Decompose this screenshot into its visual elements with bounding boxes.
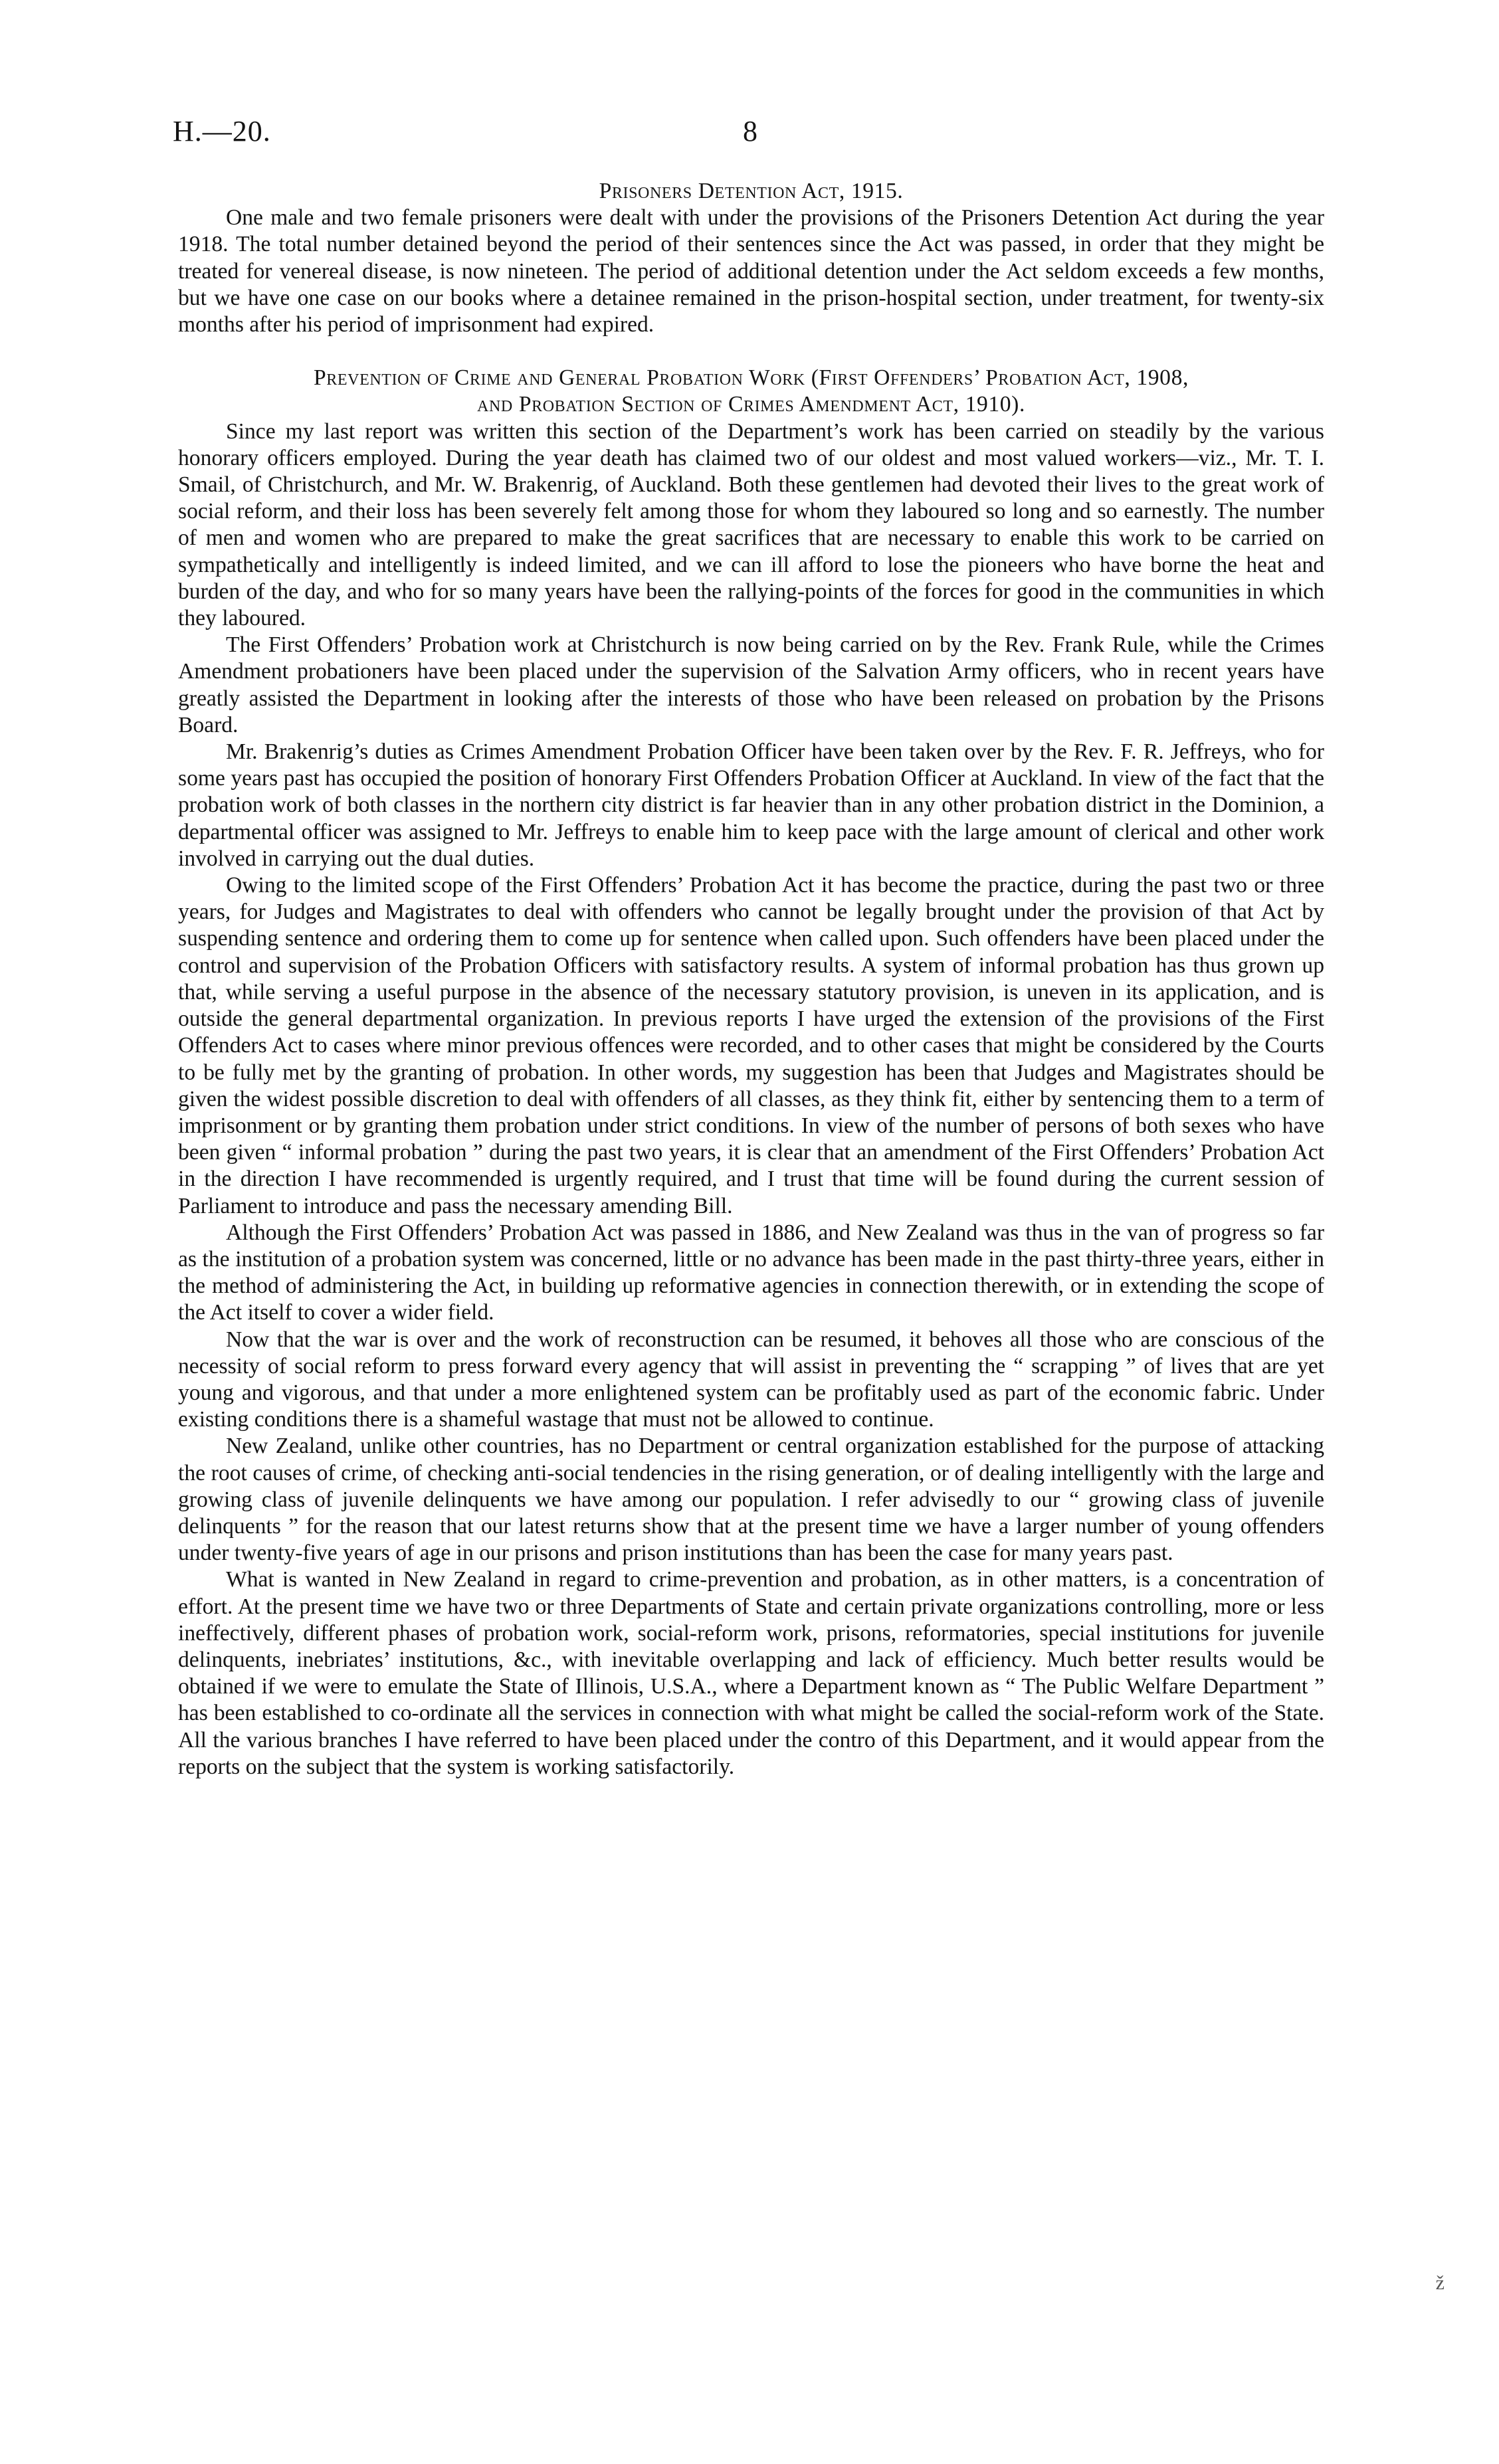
paragraph: Owing to the limited scope of the First Offenders’ Probation Act it has become the practice, during the past two or three years, for Judges and Magistrates to deal with offenders who cannot be legally brought under the provision of that Act by suspending sentence and ordering them to come up for sentence when called upon. Such offenders have been placed under the control and supervision of the Probation Officers with satisfactory results. A system of informal probation has thus grown up that, while serving a useful purpose in the absence of the necessary statutory provision, is uneven in its application, and is outside the general departmental organization. In previous reports I have urged the extension of the provisions of the First Offenders Act to cases where minor previous offences were recorded, and to other cases that might be considered by the Courts to be fully met by the granting of probation. In other words, my suggestion has been that Judges and Magistrates should be given the widest possible discretion to deal with offenders of all classes, as they think fit, either by sentencing them to a term of imprisonment or by granting them probation under strict conditions. In view of the number of persons of both sexes who have been given “ informal probation ” during the past two years, it is clear that an amendment of the First Offenders’ Probation Act in the direction I have recommended is urgently required, and I trust that time will be found during the current session of Parliament to introduce and pass the necessary amending Bill. — [178, 873, 1324, 1218]
section-heading-prevention-of-crime — [178, 365, 1324, 418]
section-heading-line: Prevention of Crime and General Probation Work (First Offenders’ Probation Act, 1908, — [314, 365, 1189, 391]
paragraph: One male and two female prisoners were dealt with under the provisions of the Prisoners Detention Act during the year 1918. The total number detained beyond the period of their sentences since the Act was passed, in order that they might be treated for venereal disease, is now nineteen. The period of additional detention under the Act seldom exceeds a few months, but we have one case on our books where a detainee remained in the prison-hospital section, under treatment, for twenty-six months after his period of imprisonment had expired. — [178, 205, 1324, 337]
section-heading-prisoners-detention-act: Prisoners Detention Act, 1915. — [599, 179, 904, 203]
paragraph: What is wanted in New Zealand in regard to crime-prevention and probation, as in other matters, is a concentration of effort. At the present time we have two or three Departments of State and certain private organizations controlling, more or less ineffectively, different phases of probation work, social-reform work, prisons, reformatories, special institutions for juvenile delinquents, inebriates’ institutions, &c., with inevitable overlapping and lack of efficiency. Much better results would be obtained if we were to emulate the State of Illinois, U.S.A., where a Department known as “ The Public Welfare Department ” has been established to co-ordinate all the services in connection with what might be called the social-reform work of the State. All the various branches I have referred to have been placed under the contro of this Department, and it would appear from the reports on the subject that the system is working satisfactorily. — [178, 1567, 1324, 1779]
section-heading-line: and Probation Section of Crimes Amendment Act, 1910). — [477, 392, 1025, 417]
paragraph: Mr. Brakenrig’s duties as Crimes Amendment Probation Officer have been taken over by the Rev. F. R. Jeffreys, who for some years past has occupied the position of honorary First Offenders Probation Officer at Auckland. In view of the fact that the probation work of both classes in the northern city district is far heavier than in any other probation district in the Dominion, a departmental officer was assigned to Mr. Jeffreys to enable him to keep pace with the large amount of clerical and other work involved in carrying out the dual duties. — [178, 739, 1324, 871]
page-body — [178, 178, 1324, 1780]
paragraph: New Zealand, unlike other countries, has no Department or central organization established for the purpose of attacking the root causes of crime, of checking anti-social tendencies in the rising generation, or of dealing intelligently with the large and growing class of juvenile delinquents we have among our population. I refer advisedly to our “ growing class of juvenile delinquents ” for the reason that our latest returns show that at the present time we have a larger number of young offenders under twenty-five years of age in our prisons and prison institutions than has been the case for many years past. — [178, 1434, 1324, 1566]
paragraph: Although the First Offenders’ Probation Act was passed in 1886, and New Zealand was thus in the van of progress so far as the institution of a probation system was concerned, little or no advance has been made in the past thirty-three years, either in the method of administering the Act, in building up reformative agencies in connection therewith, or in extending the scope of the Act itself to cover a wider field. — [178, 1220, 1324, 1325]
paragraph: Now that the war is over and the work of reconstruction can be resumed, it behoves all those who are conscious of the necessity of social reform to press forward every agency that will assist in preventing the “ scrapping ” of lives that are yet young and vigorous, and that under a more enlightened system can be profitably used as part of the economic fabric. Under existing conditions there is a shameful wastage that must not be allowed to continue. — [178, 1327, 1324, 1432]
margin-mark: ž — [1435, 2272, 1445, 2294]
running-head: H.—20. — [173, 115, 271, 147]
paragraph: The First Offenders’ Probation work at Christchurch is now being carried on by the Rev. Frank Rule, while the Crimes Amendment probationers have been placed under the supervision of the Salvation Army officers, who in recent years have greatly assisted the Department in looking after the interests of those who have been released on probation by the Prisons Board. — [178, 632, 1324, 737]
page-number: 8 — [743, 115, 757, 147]
paragraph: Since my last report was written this section of the Department’s work has been carried on steadily by the various honorary officers employed. During the year death has claimed two of our oldest and most valued workers—viz., Mr. T. I. Smail, of Christchurch, and Mr. W. Brakenrig, of Auckland. Both these gentlemen had devoted their lives to the great work of social reform, and their loss has been severely felt among those for whom they laboured so long and so earnestly. The number of men and women who are prepared to make the great sacrifices that are necessary to enable this work to be carried on sympathetically and intelligently is indeed limited, and we can ill afford to lose the pioneers who have borne the heat and burden of the day, and who for so many years have been the rallying-points of the forces for good in the communities in which they laboured. — [178, 419, 1324, 631]
